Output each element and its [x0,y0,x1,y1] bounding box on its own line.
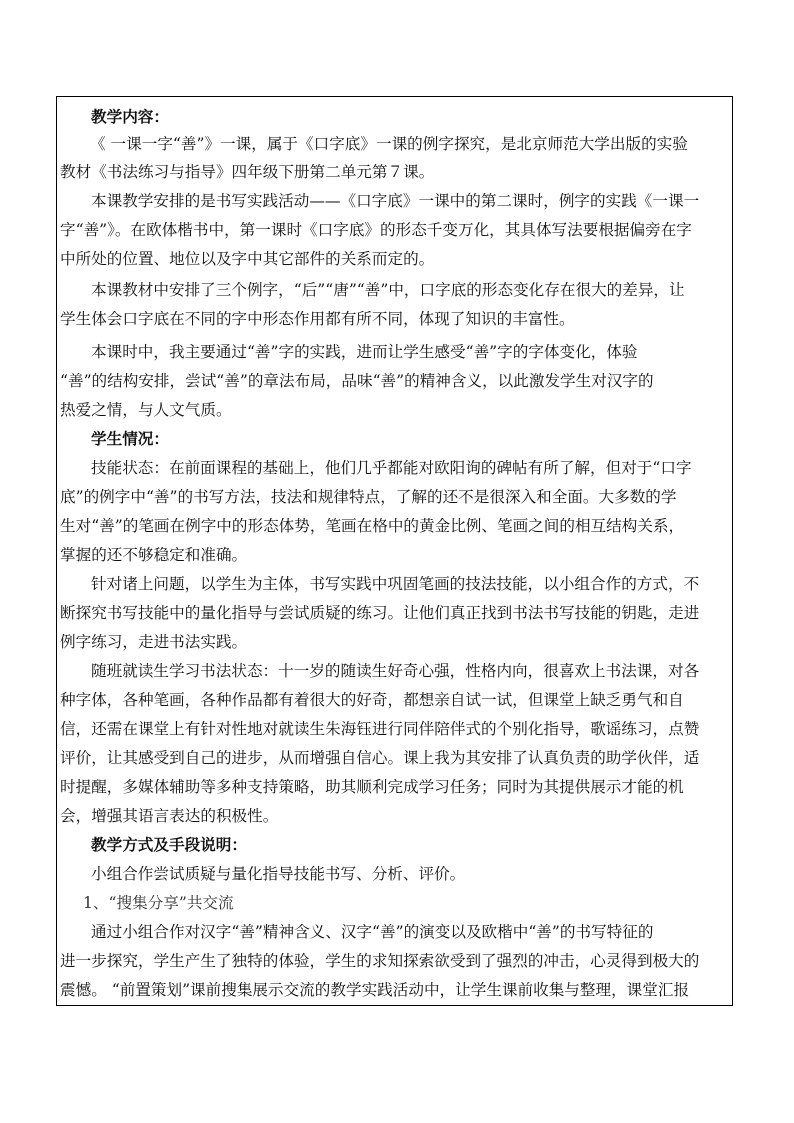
paragraph-line: 热爱之情，与人文气质。 [60,401,232,419]
paragraph-line: 通过小组合作对汉字“善”精神含义、汉字“善”的演变以及欧楷中“善”的书写特征的 [91,923,654,941]
paragraph-line: 生对“善”的笔画在例字中的形态体势，笔画在格中的黄金比例、笔画之间的相互结构关系， [60,517,685,535]
paragraph-line: 中所处的位置、地位以及字中其它部件的关系而定的。 [60,250,435,268]
section-heading-teaching-methods: 教学方式及手段说明： [91,836,247,854]
paragraph-line: 本课教学安排的是书写实践活动——《口字底》一课中的第二课时，例字的实践《一课一 [91,192,700,210]
paragraph-line: 《 一课一字“善”》一课，属于《口字底》一课的例字探究，是北京师范大学出版的实验 [90,135,688,153]
paragraph-line: 随班就读生学习书法状态：十一岁的随读生好奇心强，性格内向，很喜欢上书法课，对各 [91,662,700,680]
paragraph-line: 字“善”》。在欧体楷书中，第一课时《口字底》的形态千变万化，其具体写法要根据偏旁在字 [60,221,692,239]
paragraph-line: 评价，让其感受到自己的进步，从而增强自信心。课上我为其安排了认真负责的助学伙伴，适 [60,749,700,767]
paragraph-line: 学生体会口字底在不同的字中形态作用都有所不同，体现了知识的丰富性。 [60,310,575,328]
paragraph-line: 针对诸上问题，以学生为主体，书写实践中巩固笔画的技法技能，以小组合作的方式，不 [91,575,700,593]
paragraph-line: 本课教材中安排了三个例字，“后”“唐”“善”中，口字底的形态变化存在很大的差异，让 [91,281,685,299]
paragraph-line: “善”的结构安排，尝试“善”的章法布局，品味“善”的精神含义，以此激发学生对汉字的 [60,372,654,390]
section-heading-teaching-content: 教学内容： [91,108,169,126]
paragraph-line: 进一步探究，学生产生了独特的体验，学生的求知探索欲受到了强烈的冲击，心灵得到极大的 [60,952,700,970]
paragraph-line: 断探究书写技能中的量化指导与尝试质疑的练习。让他们真正找到书法书写技能的钥匙，走进 [60,604,700,622]
document-frame [56,96,733,1006]
section-heading-student-situation: 学生情况： [91,430,169,448]
paragraph-line: 教材《书法练习与指导》四年级下册第二单元第７课。 [60,163,435,181]
paragraph-line: 例字练习，走进书法实践。 [60,633,248,651]
paragraph-line: 种字体，各种笔画，各种作品都有着很大的好奇，都想亲自试一试，但课堂上缺乏勇气和自 [60,691,684,709]
paragraph-line: 时提醒，多媒体辅助等多种支持策略，助其顺利完成学习任务；同时为其提供展示才能的机 [60,778,684,796]
paragraph-line: 技能状态：在前面课程的基础上，他们几乎都能对欧阳询的碑帖有所了解，但对于“口字 [91,459,692,477]
paragraph-line: 底”的例字中“善”的书写方法，技法和规律特点，了解的还不是很深入和全面。大多数的学 [60,488,677,506]
paragraph-line: 震憾。 “前置策划”课前搜集展示交流的教学实践活动中，让学生课前收集与整理，课堂汇报 [60,981,690,999]
numbered-subheading: 1、“搜集分享”共交流 [83,894,234,912]
paragraph-line: 小组合作尝试质疑与量化指导技能书写、分析、评价。 [91,865,466,883]
paragraph-line: 本课时中，我主要通过“善”字的实践，进而让学生感受“善”字的字体变化，体验 [91,343,638,361]
paragraph-line: 会，增强其语言表达的积极性。 [60,807,279,825]
paragraph-line: 掌握的还不够稳定和准确。 [60,546,248,564]
paragraph-line: 信，还需在课堂上有针对性地对就读生朱海钰进行同伴陪伴式的个别化指导，歌谣练习，点赞 [60,720,700,738]
